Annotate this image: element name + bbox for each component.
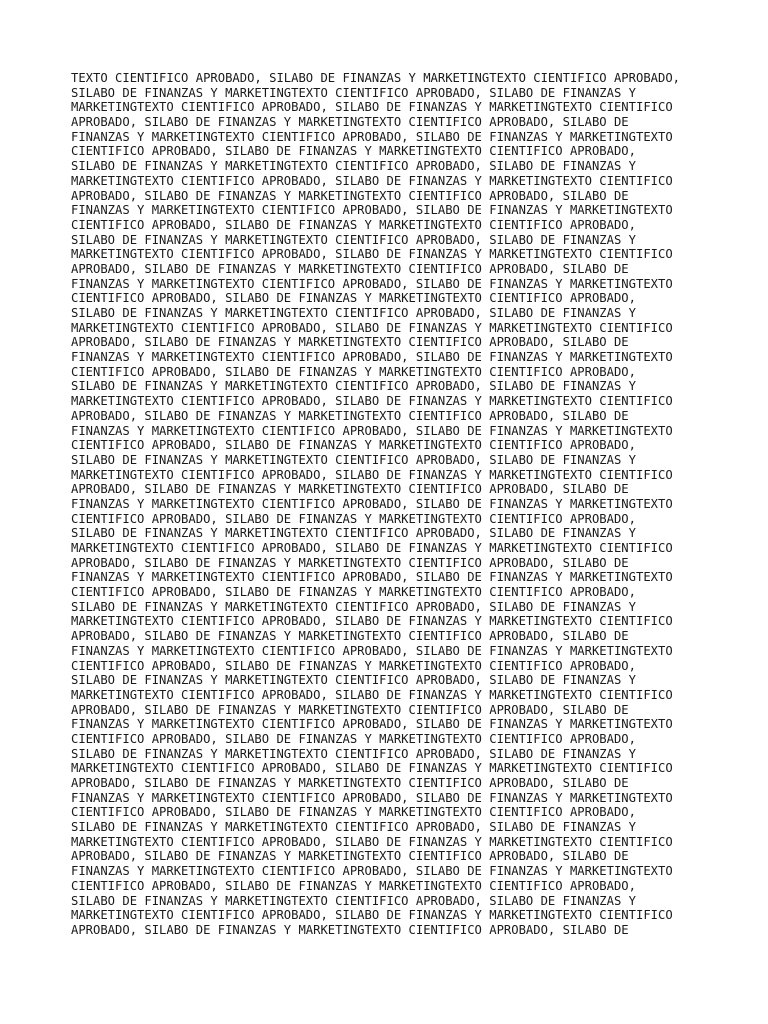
body-text: [71, 71, 711, 938]
text-line: CIENTIFICO APROBADO, SILABO DE FINANZAS Y MARKETINGTEXTO CIENTIFICO APROBADO,: [71, 291, 636, 306]
text-line: CIENTIFICO APROBADO, SILABO DE FINANZAS Y MARKETINGTEXTO CIENTIFICO APROBADO,: [71, 878, 636, 893]
text-line: SILABO DE FINANZAS Y MARKETINGTEXTO CIENTIFICO APROBADO, SILABO DE FINANZAS Y: [71, 306, 636, 320]
text-line: SILABO DE FINANZAS Y MARKETINGTEXTO CIENTIFICO APROBADO, SILABO DE FINANZAS Y: [71, 526, 636, 541]
text-line: SILABO DE FINANZAS Y MARKETINGTEXTO CIENTIFICO APROBADO, SILABO DE FINANZAS Y: [71, 452, 636, 467]
text-line: SILABO DE FINANZAS Y MARKETINGTEXTO CIENTIFICO APROBADO, SILABO DE FINANZAS Y: [71, 232, 636, 247]
text-line: APROBADO, SILABO DE FINANZAS Y MARKETINGTEXTO CIENTIFICO APROBADO, SILABO DE: [71, 849, 629, 864]
text-line: FINANZAS Y MARKETINGTEXTO CIENTIFICO APROBADO, SILABO DE FINANZAS Y MARKETINGTEXTO: [71, 864, 673, 879]
text-line: FINANZAS Y MARKETINGTEXTO CIENTIFICO APROBADO, SILABO DE FINANZAS Y MARKETINGTEXTO: [71, 570, 673, 585]
text-line: FINANZAS Y MARKETINGTEXTO CIENTIFICO APROBADO, SILABO DE FINANZAS Y MARKETINGTEXTO: [71, 129, 673, 144]
text-line: APROBADO, SILABO DE FINANZAS Y MARKETINGTEXTO CIENTIFICO APROBADO, SILABO DE: [71, 408, 629, 423]
text-line: SILABO DE FINANZAS Y MARKETINGTEXTO CIENTIFICO APROBADO, SILABO DE FINANZAS Y: [71, 85, 636, 100]
text-line: MARKETINGTEXTO CIENTIFICO APROBADO, SILABO DE FINANZAS Y MARKETINGTEXTO CIENTIFICO: [71, 100, 673, 115]
text-line: SILABO DE FINANZAS Y MARKETINGTEXTO CIENTIFICO APROBADO, SILABO DE FINANZAS Y: [71, 599, 636, 614]
text-line: CIENTIFICO APROBADO, SILABO DE FINANZAS Y MARKETINGTEXTO CIENTIFICO APROBADO,: [71, 217, 636, 232]
text-line: APROBADO, SILABO DE FINANZAS Y MARKETINGTEXTO CIENTIFICO APROBADO, SILABO DE: [71, 261, 629, 276]
text-line: CIENTIFICO APROBADO, SILABO DE FINANZAS Y MARKETINGTEXTO CIENTIFICO APROBADO,: [71, 731, 636, 746]
text-line: MARKETINGTEXTO CIENTIFICO APROBADO, SILABO DE FINANZAS Y MARKETINGTEXTO CIENTIFICO: [71, 247, 673, 262]
text-line: TEXTO CIENTIFICO APROBADO, SILABO DE FINANZAS Y MARKETINGTEXTO CIENTIFICO APROBADO,: [71, 71, 681, 85]
text-line: APROBADO, SILABO DE FINANZAS Y MARKETINGTEXTO CIENTIFICO APROBADO, SILABO DE: [71, 922, 629, 937]
text-line: FINANZAS Y MARKETINGTEXTO CIENTIFICO APROBADO, SILABO DE FINANZAS Y MARKETINGTEXTO: [71, 717, 673, 732]
text-line: APROBADO, SILABO DE FINANZAS Y MARKETINGTEXTO CIENTIFICO APROBADO, SILABO DE: [71, 482, 629, 497]
text-line: MARKETINGTEXTO CIENTIFICO APROBADO, SILABO DE FINANZAS Y MARKETINGTEXTO CIENTIFICO: [71, 394, 673, 409]
text-line: CIENTIFICO APROBADO, SILABO DE FINANZAS Y MARKETINGTEXTO CIENTIFICO APROBADO,: [71, 144, 636, 159]
text-line: FINANZAS Y MARKETINGTEXTO CIENTIFICO APROBADO, SILABO DE FINANZAS Y MARKETINGTEXTO: [71, 496, 673, 511]
text-line: APROBADO, SILABO DE FINANZAS Y MARKETINGTEXTO CIENTIFICO APROBADO, SILABO DE: [71, 702, 629, 717]
text-line: APROBADO, SILABO DE FINANZAS Y MARKETINGTEXTO CIENTIFICO APROBADO, SILABO DE: [71, 776, 629, 790]
text-line: FINANZAS Y MARKETINGTEXTO CIENTIFICO APROBADO, SILABO DE FINANZAS Y MARKETINGTEXTO: [71, 643, 673, 658]
text-line: MARKETINGTEXTO CIENTIFICO APROBADO, SILABO DE FINANZAS Y MARKETINGTEXTO CIENTIFICO: [71, 467, 673, 482]
text-line: SILABO DE FINANZAS Y MARKETINGTEXTO CIENTIFICO APROBADO, SILABO DE FINANZAS Y: [71, 820, 636, 835]
text-line: FINANZAS Y MARKETINGTEXTO CIENTIFICO APROBADO, SILABO DE FINANZAS Y MARKETINGTEXTO: [71, 203, 673, 218]
text-line: APROBADO, SILABO DE FINANZAS Y MARKETINGTEXTO CIENTIFICO APROBADO, SILABO DE: [71, 335, 629, 350]
text-line: APROBADO, SILABO DE FINANZAS Y MARKETINGTEXTO CIENTIFICO APROBADO, SILABO DE: [71, 115, 629, 130]
text-line: SILABO DE FINANZAS Y MARKETINGTEXTO CIENTIFICO APROBADO, SILABO DE FINANZAS Y: [71, 673, 636, 688]
text-line: MARKETINGTEXTO CIENTIFICO APROBADO, SILABO DE FINANZAS Y MARKETINGTEXTO CIENTIFICO: [71, 541, 673, 555]
text-line: MARKETINGTEXTO CIENTIFICO APROBADO, SILABO DE FINANZAS Y MARKETINGTEXTO CIENTIFICO: [71, 320, 673, 335]
text-line: APROBADO, SILABO DE FINANZAS Y MARKETINGTEXTO CIENTIFICO APROBADO, SILABO DE: [71, 188, 629, 203]
text-line: SILABO DE FINANZAS Y MARKETINGTEXTO CIENTIFICO APROBADO, SILABO DE FINANZAS Y: [71, 379, 636, 394]
text-line: CIENTIFICO APROBADO, SILABO DE FINANZAS Y MARKETINGTEXTO CIENTIFICO APROBADO,: [71, 364, 636, 379]
text-line: FINANZAS Y MARKETINGTEXTO CIENTIFICO APROBADO, SILABO DE FINANZAS Y MARKETINGTEXTO: [71, 790, 673, 805]
text-line: MARKETINGTEXTO CIENTIFICO APROBADO, SILABO DE FINANZAS Y MARKETINGTEXTO CIENTIFICO: [71, 687, 673, 702]
text-line: APROBADO, SILABO DE FINANZAS Y MARKETINGTEXTO CIENTIFICO APROBADO, SILABO DE: [71, 555, 629, 570]
text-line: FINANZAS Y MARKETINGTEXTO CIENTIFICO APROBADO, SILABO DE FINANZAS Y MARKETINGTEXTO: [71, 423, 673, 438]
text-line: CIENTIFICO APROBADO, SILABO DE FINANZAS Y MARKETINGTEXTO CIENTIFICO APROBADO,: [71, 805, 636, 820]
text-line: FINANZAS Y MARKETINGTEXTO CIENTIFICO APROBADO, SILABO DE FINANZAS Y MARKETINGTEXTO: [71, 276, 673, 291]
text-line: CIENTIFICO APROBADO, SILABO DE FINANZAS Y MARKETINGTEXTO CIENTIFICO APROBADO,: [71, 511, 636, 526]
text-line: SILABO DE FINANZAS Y MARKETINGTEXTO CIENTIFICO APROBADO, SILABO DE FINANZAS Y: [71, 746, 636, 761]
text-line: SILABO DE FINANZAS Y MARKETINGTEXTO CIENTIFICO APROBADO, SILABO DE FINANZAS Y: [71, 893, 636, 908]
text-line: MARKETINGTEXTO CIENTIFICO APROBADO, SILABO DE FINANZAS Y MARKETINGTEXTO CIENTIFICO: [71, 173, 673, 188]
text-line: MARKETINGTEXTO CIENTIFICO APROBADO, SILABO DE FINANZAS Y MARKETINGTEXTO CIENTIFICO: [71, 761, 673, 776]
text-line: CIENTIFICO APROBADO, SILABO DE FINANZAS Y MARKETINGTEXTO CIENTIFICO APROBADO,: [71, 585, 636, 600]
text-line: FINANZAS Y MARKETINGTEXTO CIENTIFICO APROBADO, SILABO DE FINANZAS Y MARKETINGTEXTO: [71, 350, 673, 365]
text-line: APROBADO, SILABO DE FINANZAS Y MARKETINGTEXTO CIENTIFICO APROBADO, SILABO DE: [71, 629, 629, 644]
text-line: CIENTIFICO APROBADO, SILABO DE FINANZAS Y MARKETINGTEXTO CIENTIFICO APROBADO,: [71, 438, 636, 453]
text-line: SILABO DE FINANZAS Y MARKETINGTEXTO CIENTIFICO APROBADO, SILABO DE FINANZAS Y: [71, 159, 636, 174]
text-line: MARKETINGTEXTO CIENTIFICO APROBADO, SILABO DE FINANZAS Y MARKETINGTEXTO CIENTIFICO: [71, 614, 673, 629]
text-line: MARKETINGTEXTO CIENTIFICO APROBADO, SILABO DE FINANZAS Y MARKETINGTEXTO CIENTIFICO: [71, 908, 673, 923]
text-line: CIENTIFICO APROBADO, SILABO DE FINANZAS Y MARKETINGTEXTO CIENTIFICO APROBADO,: [71, 658, 636, 673]
text-line: MARKETINGTEXTO CIENTIFICO APROBADO, SILABO DE FINANZAS Y MARKETINGTEXTO CIENTIFICO: [71, 834, 673, 849]
